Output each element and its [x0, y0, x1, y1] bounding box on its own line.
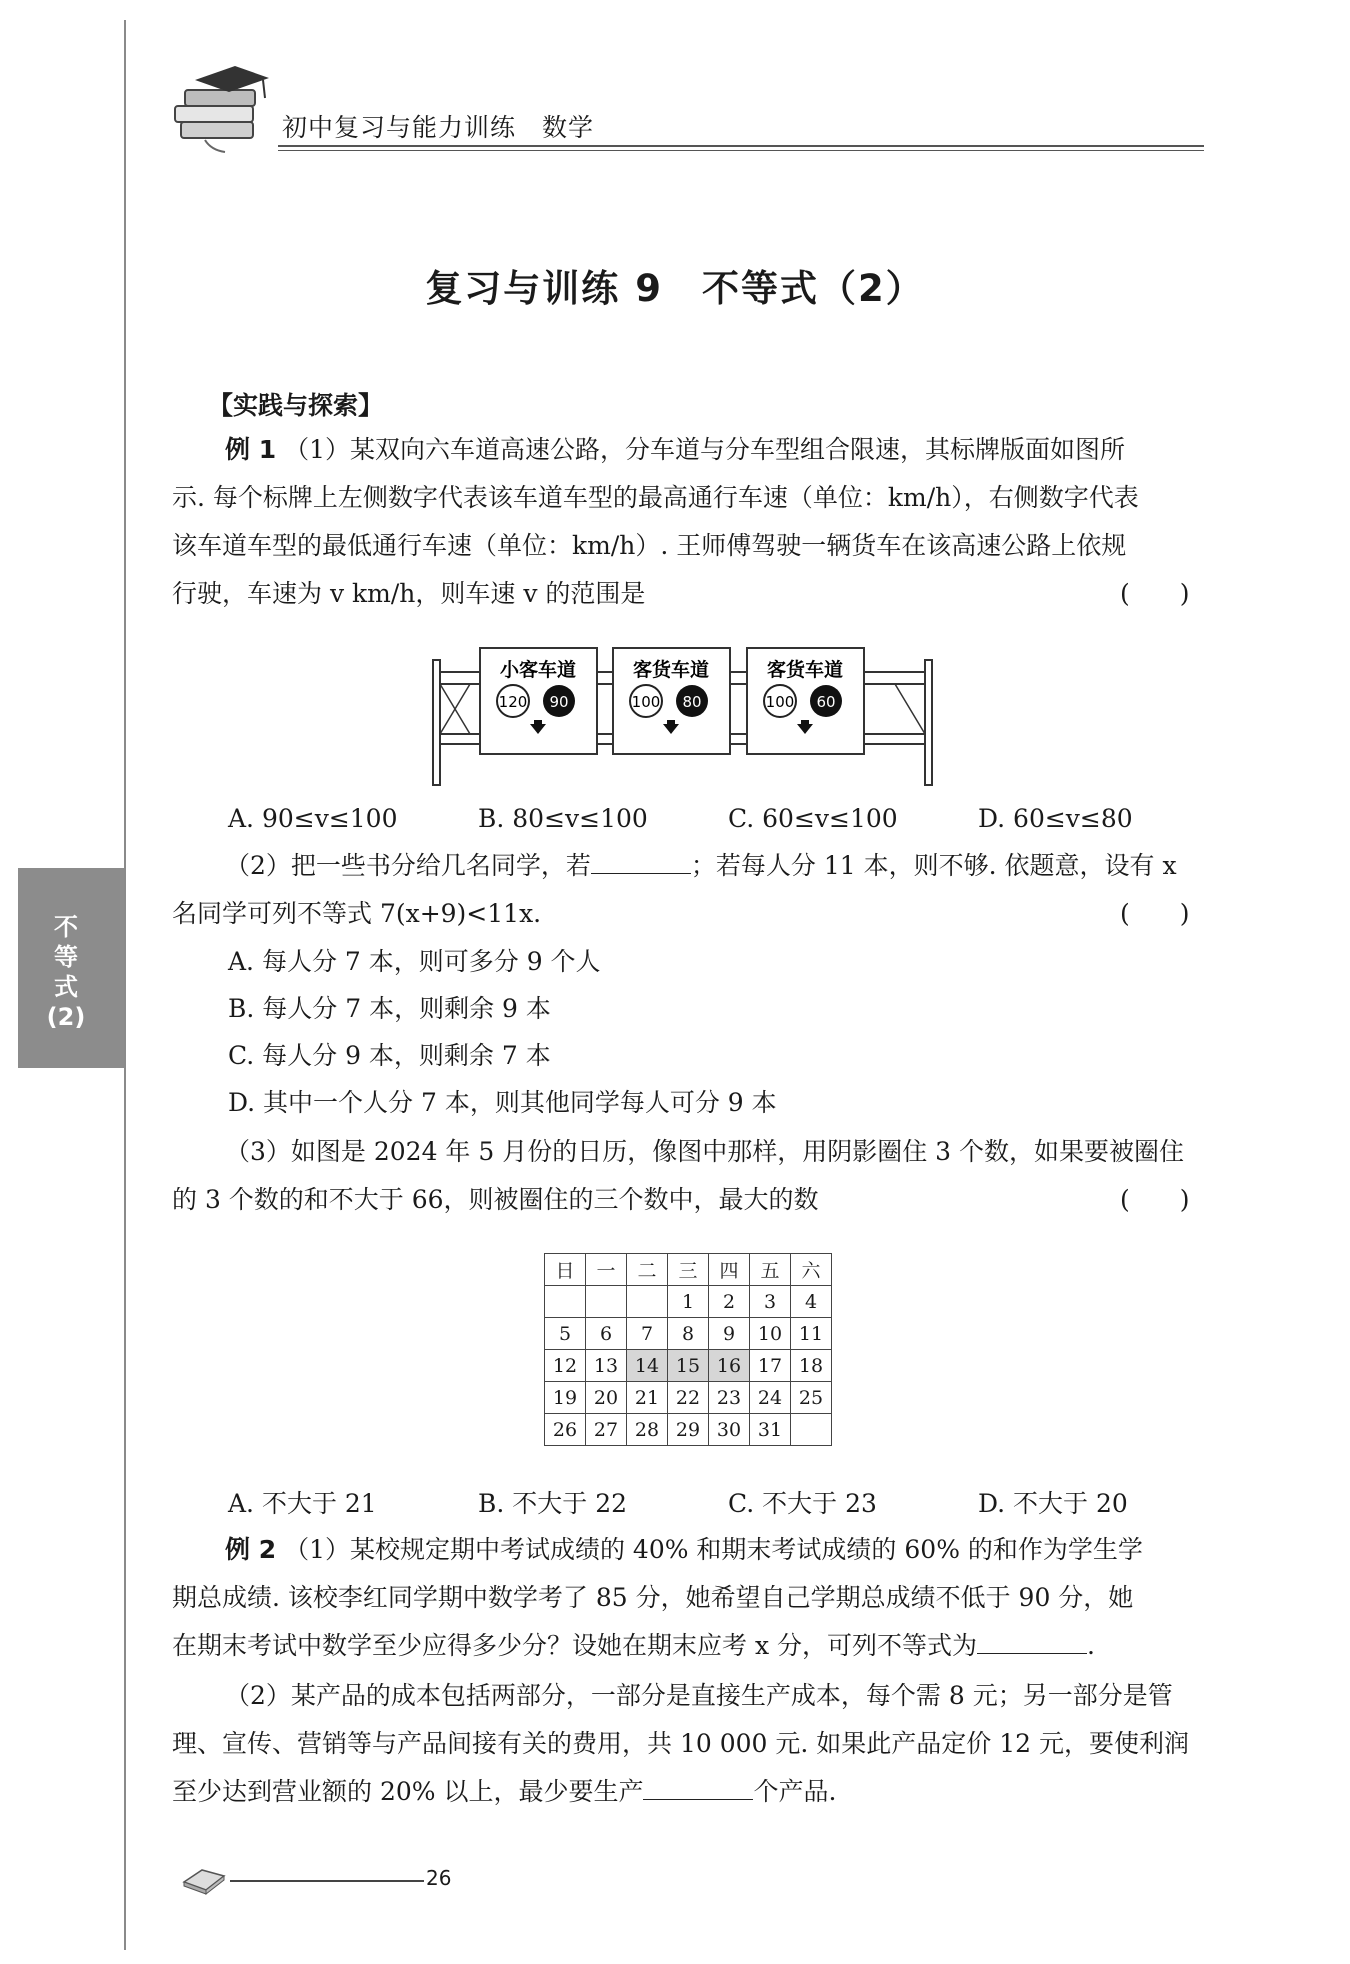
calendar-header-row [545, 1254, 832, 1286]
calendar-day: 6 [586, 1318, 627, 1350]
calendar-weekday: 六 [791, 1254, 832, 1286]
speed-sign [747, 648, 864, 754]
option-a: A. 每人分 7 本，则可多分 9 个人 [228, 947, 601, 976]
calendar-day: 19 [545, 1382, 586, 1414]
ex2-label: 例 2 [225, 1535, 277, 1564]
answer-blank[interactable] [643, 1771, 753, 1800]
calendar-day: 29 [668, 1414, 709, 1446]
ex2-q2-line: 理、宣传、营销等与产品间接有关的费用，共 10 000 元. 如果此产品定价 12 元，要使利润 [172, 1729, 1189, 1758]
ex1-q3-line: （3）如图是 2024 年 5 月份的日历，像图中那样，用阴影圈住 3 个数，如果要被圈住 [225, 1137, 1185, 1166]
calendar-day [586, 1286, 627, 1318]
sign-label: 客货车道 [766, 659, 844, 681]
calendar-day: 21 [627, 1382, 668, 1414]
side-tab-char: 式 [54, 973, 78, 1001]
ex2-q2-line [172, 1768, 1208, 1816]
option-d: D. 其中一个人分 7 本，则其他同学每人可分 9 本 [228, 1088, 777, 1117]
calendar-week-row [545, 1286, 832, 1318]
calendar-table [544, 1253, 832, 1446]
ex1-q2-text: ；若每人分 11 本，则不够. 依题意，设有 x [690, 851, 1177, 880]
sign-min-speed: 90 [549, 693, 569, 711]
header-rule-thin [278, 150, 1204, 151]
sign-max-speed: 100 [631, 693, 661, 711]
calendar-day: 27 [586, 1414, 627, 1446]
sign-min-speed: 60 [816, 693, 836, 711]
option-c: C. 每人分 9 本，则剩余 7 本 [228, 1041, 551, 1070]
sign-label: 小客车道 [499, 659, 577, 681]
calendar-day: 26 [545, 1414, 586, 1446]
section-heading: 【实践与探索】 [208, 391, 384, 420]
ex1-q1-line: 示. 每个标牌上左侧数字代表该车道车型的最高通行车速（单位：km/h），右侧数字代表 [172, 483, 1139, 512]
page-number: 26 [426, 1866, 452, 1890]
calendar-day: 14 [627, 1350, 668, 1382]
footer-book-icon [180, 1860, 230, 1896]
calendar-day: 7 [627, 1318, 668, 1350]
ex1-label: 例 1 [225, 435, 277, 464]
option-a: A. 不大于 21 [228, 1489, 377, 1518]
calendar-week-row [545, 1382, 832, 1414]
calendar-day: 1 [668, 1286, 709, 1318]
calendar-day [791, 1414, 832, 1446]
calendar-day: 16 [709, 1350, 750, 1382]
books-logo-icon [165, 62, 277, 156]
calendar-day: 11 [791, 1318, 832, 1350]
ex1-q2-line: 名同学可列不等式 7(x+9)<11x. [172, 899, 542, 928]
option-b: B. 不大于 22 [478, 1489, 628, 1518]
ex1-q3-line: 的 3 个数的和不大于 66，则被圈住的三个数中，最大的数 [172, 1185, 819, 1214]
ex1-q1-line: 行驶，车速为 v km/h，则车速 v 的范围是 [172, 579, 646, 608]
calendar-day: 12 [545, 1350, 586, 1382]
calendar-day: 13 [586, 1350, 627, 1382]
page-title: 复习与训练 9 不等式（2） [425, 267, 925, 310]
header-rule [278, 145, 1204, 147]
calendar-day: 10 [750, 1318, 791, 1350]
calendar-day: 24 [750, 1382, 791, 1414]
calendar-weekday: 三 [668, 1254, 709, 1286]
ex2-q1-line [225, 1526, 1208, 1574]
side-tab-char: 不 [54, 913, 78, 941]
ex2-q2-text: 个产品. [753, 1777, 837, 1806]
sign-max-speed: 120 [498, 693, 528, 711]
ex2-q1-text: . [1087, 1631, 1095, 1660]
calendar-day: 25 [791, 1382, 832, 1414]
option-d: D. 不大于 20 [978, 1489, 1128, 1518]
calendar-day: 22 [668, 1382, 709, 1414]
calendar-day: 31 [750, 1414, 791, 1446]
ex2-q1-text: 在期末考试中数学至少应得多少分？设她在期末应考 x 分，可列不等式为 [172, 1631, 977, 1660]
calendar-day: 15 [668, 1350, 709, 1382]
calendar-weekday: 五 [750, 1254, 791, 1286]
calendar-day: 28 [627, 1414, 668, 1446]
calendar-day: 30 [709, 1414, 750, 1446]
sign-label: 客货车道 [632, 659, 710, 681]
calendar-day: 5 [545, 1318, 586, 1350]
option-b: B. 80≤v≤100 [478, 804, 648, 833]
calendar-weekday: 二 [627, 1254, 668, 1286]
option-b: B. 每人分 7 本，则剩余 9 本 [228, 994, 551, 1023]
side-tab-char: 等 [54, 943, 78, 971]
calendar-weekday: 日 [545, 1254, 586, 1286]
sign-min-speed: 80 [682, 693, 702, 711]
answer-paren: ( ) [1120, 579, 1190, 608]
calendar-weekday: 一 [586, 1254, 627, 1286]
calendar-day: 17 [750, 1350, 791, 1382]
answer-blank[interactable] [591, 845, 691, 874]
answer-paren: ( ) [1120, 899, 1190, 928]
footer-rule [230, 1880, 424, 1882]
side-tab-char: (2) [46, 1003, 86, 1031]
calendar-day: 4 [791, 1286, 832, 1318]
calendar-day [545, 1286, 586, 1318]
side-tab-label [46, 912, 86, 1032]
ex2-q1-text: （1）某校规定期中考试成绩的 40% 和期末考试成绩的 60% 的和作为学生学 [284, 1535, 1143, 1564]
answer-paren: ( ) [1120, 1185, 1190, 1214]
calendar-day [627, 1286, 668, 1318]
calendar-day: 9 [709, 1318, 750, 1350]
ex1-q1-line [225, 426, 1208, 474]
speed-sign [613, 648, 730, 754]
calendar-week-row [545, 1350, 832, 1382]
calendar-week-row [545, 1318, 832, 1350]
ex2-q2-text: 至少达到营业额的 20% 以上，最少要生产 [172, 1777, 644, 1806]
calendar-day: 8 [668, 1318, 709, 1350]
calendar-day: 3 [750, 1286, 791, 1318]
ex1-q2-line [225, 842, 1208, 890]
option-c: C. 60≤v≤100 [728, 804, 898, 833]
calendar-day: 2 [709, 1286, 750, 1318]
calendar-day: 23 [709, 1382, 750, 1414]
ex1-q1-text: （1）某双向六车道高速公路，分车道与分车型组合限速，其标牌版面如图所 [284, 435, 1125, 464]
calendar-day: 20 [586, 1382, 627, 1414]
ex1-q1-line: 该车道车型的最低通行车速（单位：km/h）. 王师傅驾驶一辆货车在该高速公路上依规 [172, 531, 1127, 560]
answer-blank[interactable] [977, 1625, 1087, 1654]
ex1-q2-text: （2）把一些书分给几名同学，若 [225, 851, 591, 880]
calendar-weekday: 四 [709, 1254, 750, 1286]
speed-sign [480, 648, 597, 754]
ex2-q2-line: （2）某产品的成本包括两部分，一部分是直接生产成本，每个需 8 元；另一部分是管 [225, 1681, 1173, 1710]
ex2-q1-line [172, 1622, 1208, 1670]
header-title: 初中复习与能力训练 数学 [282, 113, 595, 142]
calendar-week-row [545, 1414, 832, 1446]
option-c: C. 不大于 23 [728, 1489, 877, 1518]
speed-sign-figure [425, 640, 945, 790]
sign-max-speed: 100 [765, 693, 795, 711]
option-a: A. 90≤v≤100 [228, 804, 398, 833]
calendar-day: 18 [791, 1350, 832, 1382]
ex2-q1-line: 期总成绩. 该校李红同学期中数学考了 85 分，她希望自己学期总成绩不低于 90 分，她 [172, 1583, 1134, 1612]
option-d: D. 60≤v≤80 [978, 804, 1133, 833]
